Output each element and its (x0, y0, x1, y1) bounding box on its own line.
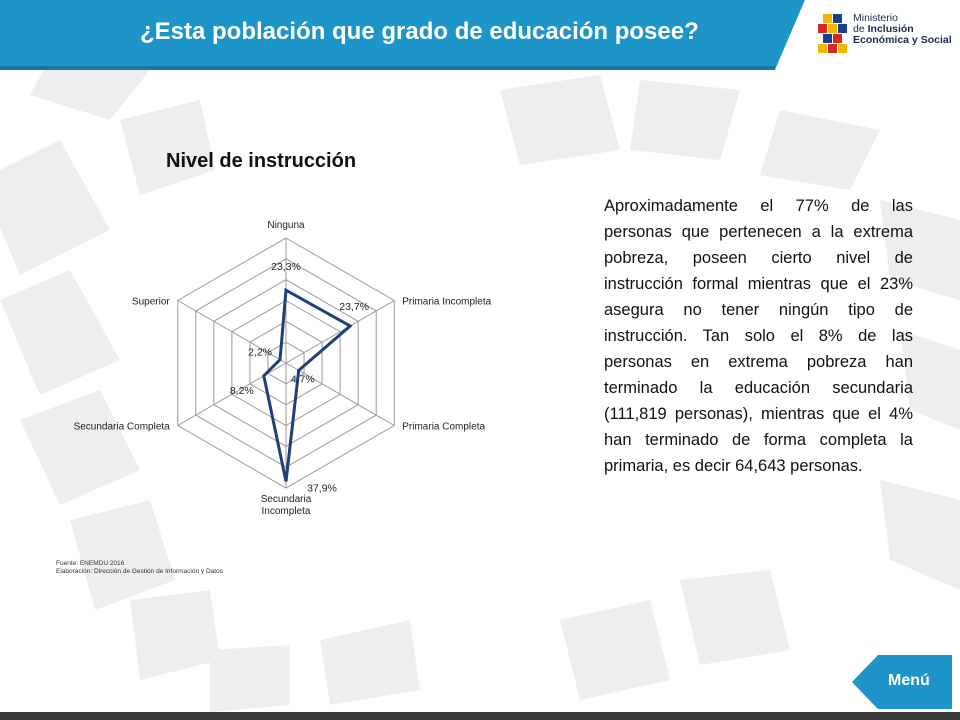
radar-category-label: Primaria Completa (402, 421, 486, 433)
radar-data-label: 8,2% (229, 384, 254, 397)
radar-grid (178, 238, 395, 488)
radar-category-label: Ninguna (267, 220, 305, 231)
page-title: ¿Esta población que grado de educación posee? (140, 18, 699, 45)
radar-data-label: 23,3% (271, 261, 301, 274)
radar-data-label: 4,7% (290, 373, 315, 386)
radar-category-label: Secundaria Completa (73, 421, 170, 433)
logo-line-3: Económica y Social (853, 34, 952, 46)
radar-category-label: Primaria Incompleta (402, 296, 492, 308)
menu-button-label[interactable]: Menú (888, 672, 930, 689)
radar-data-label: 2,2% (248, 346, 273, 359)
chart-title: Nivel de instrucción (166, 150, 357, 172)
radar-chart (0, 0, 600, 560)
description-text: Aproximadamente el 77% de las personas que pertenecen a la extrema pobreza, poseen cierto nivel de instrucción formal mientras que el 23% asegura no tener ningún tipo de instrucción. Tan solo el 8% de las personas en extrema pobreza han terminado la educación secundaria (111,819 personas), mientras que el 4% han terminado de forma completa la primaria, es decir 64,643 personas. (604, 197, 913, 475)
logo-line-1: Ministerio (853, 12, 898, 24)
radar-data-label: 23,7% (339, 300, 370, 313)
logo-line-2-prefix: de (853, 23, 868, 35)
logo-line-2-bold: Inclusión (867, 23, 914, 35)
bottom-bar (0, 712, 960, 720)
source-note (56, 560, 223, 576)
elaboration-line: Elaboración: Dirección de Gestión de Información y Datos (56, 568, 223, 575)
radar-data-label: 37,9% (307, 482, 337, 495)
radar-series-line (264, 290, 350, 481)
radar-category-label: Secundaria Incompleta (260, 494, 312, 517)
ministry-logo-text (853, 13, 952, 46)
radar-category-label: Superior (131, 296, 170, 308)
source-line: Fuente: ENEMDU 2016 (56, 560, 125, 567)
